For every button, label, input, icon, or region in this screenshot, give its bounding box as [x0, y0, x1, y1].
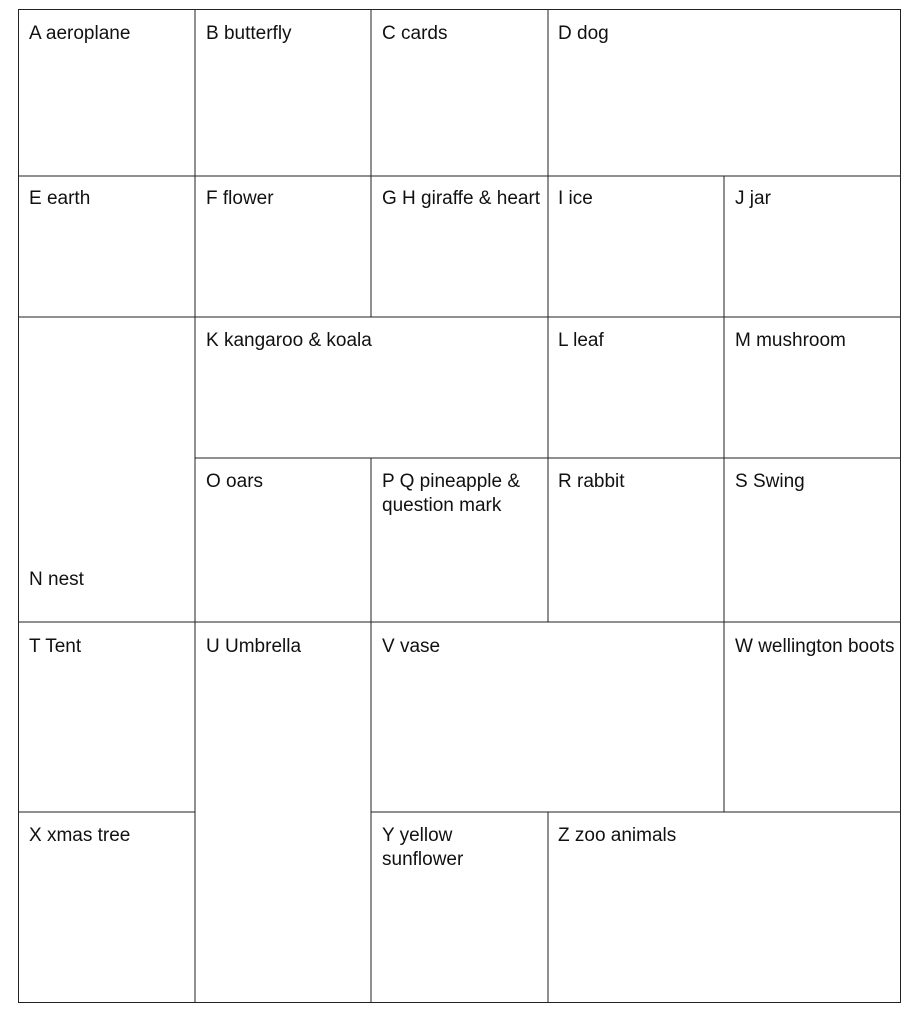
cell-y: Y yellow sunflower: [382, 825, 464, 870]
cell-j: J jar: [735, 188, 771, 209]
cell-k: K kangaroo & koala: [206, 330, 372, 351]
cell-f: F flower: [206, 188, 274, 209]
cell-b: B butterfly: [206, 23, 292, 44]
cell-i: I ice: [558, 188, 593, 209]
cell-m: M mushroom: [735, 330, 846, 351]
cell-t: T Tent: [29, 636, 82, 657]
cell-s: S Swing: [735, 471, 805, 492]
cell-pq: P Q pineapple & question mark: [382, 471, 521, 516]
cell-v: V vase: [382, 636, 441, 657]
cell-a: A aeroplane: [29, 23, 131, 44]
cell-d: D dog: [558, 23, 609, 44]
cell-n: N nest: [29, 569, 84, 590]
cell-r: R rabbit: [558, 471, 625, 492]
cell-u: U Umbrella: [206, 636, 302, 657]
cell-c: C cards: [382, 23, 448, 44]
cell-e: E earth: [29, 188, 91, 209]
cell-l: L leaf: [558, 330, 604, 351]
cell-gh: G H giraffe & heart: [382, 188, 541, 209]
alphabet-table: [18, 9, 901, 1003]
cell-o: O oars: [206, 471, 264, 492]
cell-x: X xmas tree: [29, 825, 131, 846]
cell-z: Z zoo animals: [558, 825, 677, 846]
cell-w: W wellington boots: [735, 636, 895, 657]
